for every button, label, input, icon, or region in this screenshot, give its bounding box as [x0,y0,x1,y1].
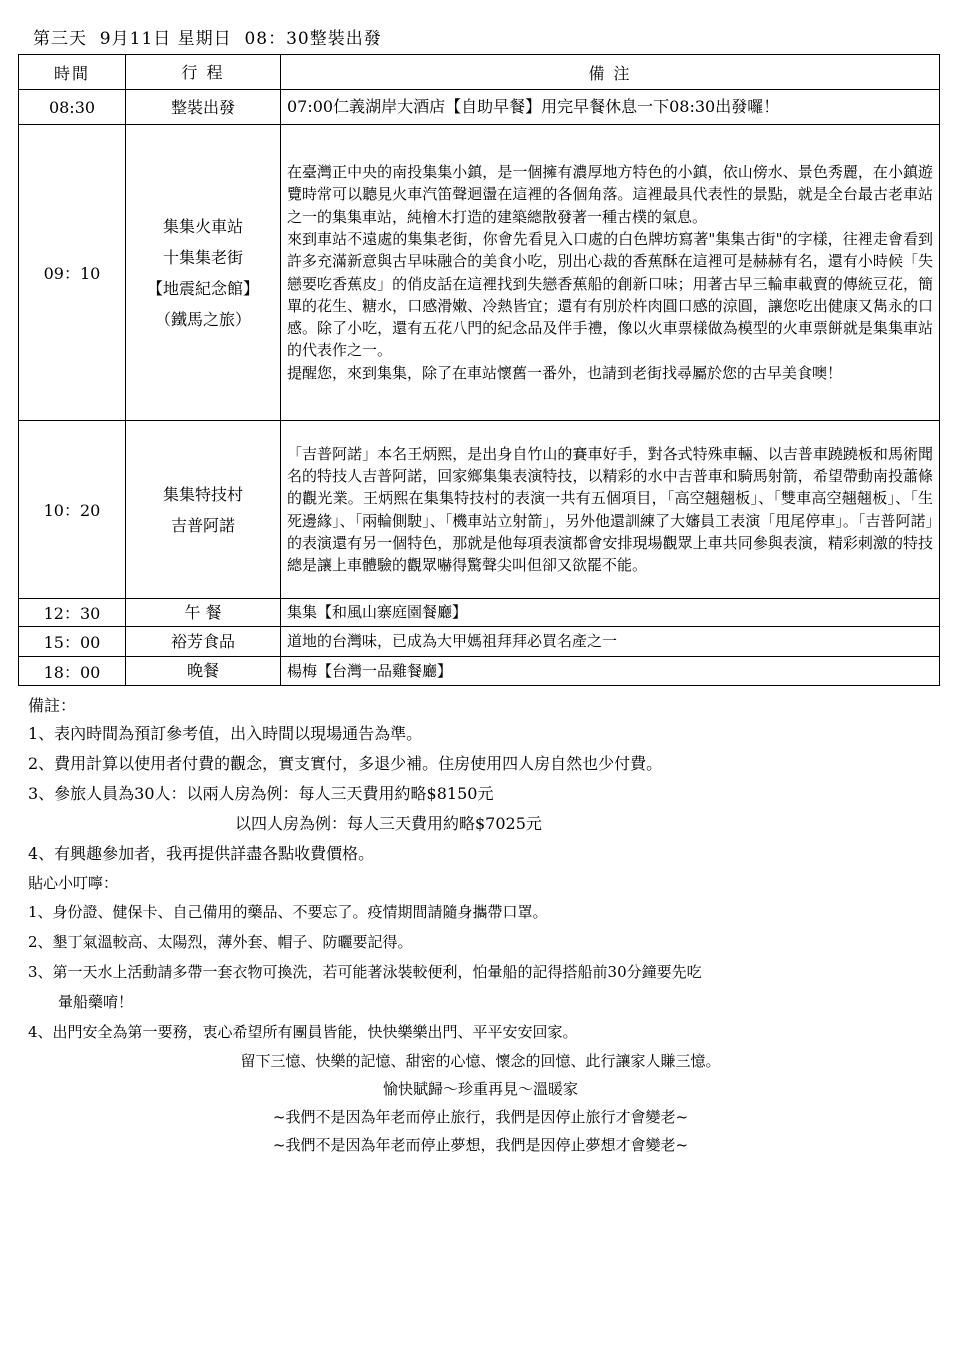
row-plan [126,657,281,686]
plan-line: 集集火車站 [162,216,243,236]
tip-item: 3、第一天水上活動請多帶一套衣物可換洗，若可能著泳裝較便利，怕暈船的記得搭船前30分鐘要先吃 [28,963,702,981]
row-note [281,90,940,125]
row-time: 10：20 [19,421,126,599]
plan-line: 整裝出發 [170,97,235,117]
remark-item: 1、表內時間為預訂參考值，出入時間以現場通告為準。 [28,724,423,743]
remark-item: 3、參旅人員為30人：以兩人房為例：每人三天費用約略$8150元 [28,784,494,803]
row-time: 15：00 [19,627,126,657]
table-row [19,627,940,657]
row-plan [126,599,281,627]
notes-section [28,693,933,1159]
remark-item: 2、費用計算以使用者付費的觀念，實支實付，多退少補。住房使用四人房自然也少付費。 [28,754,663,773]
note-paragraph: 在臺灣正中央的南投集集小鎮，是一個擁有濃厚地方特色的小鎮，依山傍水、景色秀麗，在小鎮遊覽時常可以聽見火車汽笛聲迴盪在這裡的各個角落。這裡最具代表性的景點，就是全台最古老車站之一的集集車站，純檜木打造的建築總散發著一種古樸的氣息。 [287,163,933,226]
day-title: 第三天 9月11日 星期日 08：30整裝出發 [33,29,382,49]
row-time: 09：10 [19,125,126,421]
header-time: 時間 [19,55,126,90]
row-note [281,421,940,599]
itinerary-table [18,54,940,686]
row-plan [126,125,281,421]
header-note: 備 注 [281,55,940,90]
row-note [281,125,940,421]
table-row [19,657,940,686]
table-row [19,421,940,599]
plan-line: 午 餐 [184,602,222,622]
plan-line: 【地震紀念館】 [146,278,259,298]
plan-line: 集集特技村 [162,484,243,504]
note-paragraph: 提醒您，來到集集，除了在車站懷舊一番外，也請到老街找尋屬於您的古早美食噢！ [287,363,843,382]
row-time: 18：00 [19,657,126,686]
note-paragraph: 楊梅【台灣一品雞餐廳】 [287,661,453,680]
header-plan: 行 程 [126,55,281,90]
closing-line: ~我們不是因為年老而停止旅行，我們是因停止旅行才會變老~ [272,1108,689,1126]
tips-heading: 貼心小叮嚀： [28,874,119,892]
tip-item: 1、身份證、健保卡、自己備用的藥品、不要忘了。疫情期間請隨身攜帶口罩。 [28,903,548,921]
remark-item: 4、有興趣參加者，我再提供詳盡各點收費價格。 [28,844,375,863]
note-paragraph: 「吉普阿諾」本名王炳熙，是出身自竹山的賽車好手，對各式特殊車輛、以吉普車蹺蹺板和馬術聞名的特技人吉普阿諾，回家鄉集集表演特技，以精彩的水中吉普車和騎馬射箭，希望帶動南投蕭條的觀光業。王炳熙在集集特技村的表演一共有五個項目，「高空翹翹板」、「雙車高空翹翹板」、「生死邊緣」、「兩輪側駛」、「機車站立射箭」，另外他還訓練了大嬸員工表演「甩尾停車」。「吉普阿諾」的表演還有另一個特色，那就是他每項表演都會安排現場觀眾上車共同參與表演，精彩刺激的特技總是讓上車體驗的觀眾嚇得驚聲尖叫但卻又欲罷不能。 [287,444,933,575]
table-header-row [19,55,940,90]
plan-line: （鐵馬之旅） [154,309,251,329]
remarks-heading: 備註： [28,696,77,715]
note-paragraph: 集集【和風山寨庭園餐廳】 [287,603,468,622]
row-plan [126,421,281,599]
row-plan [126,90,281,125]
table-row [19,90,940,125]
row-note [281,657,940,686]
note-paragraph: 道地的台灣味，已成為大甲媽祖拜拜必買名產之一 [287,632,618,651]
closing-line: ~我們不是因為年老而停止夢想，我們是因停止夢想才會變老~ [272,1136,689,1154]
tip-item-continued: 暈船藥唷！ [58,993,134,1011]
plan-line: 吉普阿諾 [170,515,235,535]
row-note [281,627,940,657]
table-row [19,125,940,421]
closing-line: 愉快賦歸～珍重再見～溫暖家 [382,1080,578,1098]
plan-line: 裕芳食品 [170,631,235,651]
row-note [281,599,940,627]
plan-line: 晚餐 [186,661,219,680]
closing-line: 留下三憶、快樂的記憶、甜密的心憶、懷念的回憶、此行讓家人賺三憶。 [240,1052,721,1070]
tip-item: 4、出門安全為第一要務，衷心希望所有團員皆能，快快樂樂出門、平平安安回家。 [28,1023,578,1041]
row-time: 08:30 [19,90,126,125]
row-time: 12：30 [19,599,126,627]
remark-item: 以四人房為例：每人三天費用約略$7025元 [235,814,542,833]
plan-line: 十集集老街 [162,247,243,267]
table-row [19,599,940,627]
row-plan [126,627,281,657]
note-paragraph: 來到車站不遠處的集集老街，你會先看見入口處的白色牌坊寫著"集集古街"的字樣，往裡走會看到許多充滿新意與古早味融合的美食小吃，別出心裁的香蕉酥在這裡可是赫赫有名，還有小時候「失戀要吃香蕉皮」的俏皮話在這裡找到失戀香蕉船的創新口味；用著古早三輪車載賣的傳統豆花，簡單的花生、糖水，口感滑嫩、冷熱皆宜；還有有別於杵肉圓口感的涼圓，讓您吃出健康又雋永的口感。除了小吃，還有五花八門的紀念品及伴手禮，像以火車票樣做為模型的火車票餅就是集集車站的代表作之一。 [287,229,933,360]
note-paragraph: 07:00仁義湖岸大酒店【自助早餐】用完早餐休息一下08:30出發囉！ [287,96,780,116]
tip-item: 2、墾丁氣溫較高、太陽烈，薄外套、帽子、防曬要記得。 [28,933,413,951]
